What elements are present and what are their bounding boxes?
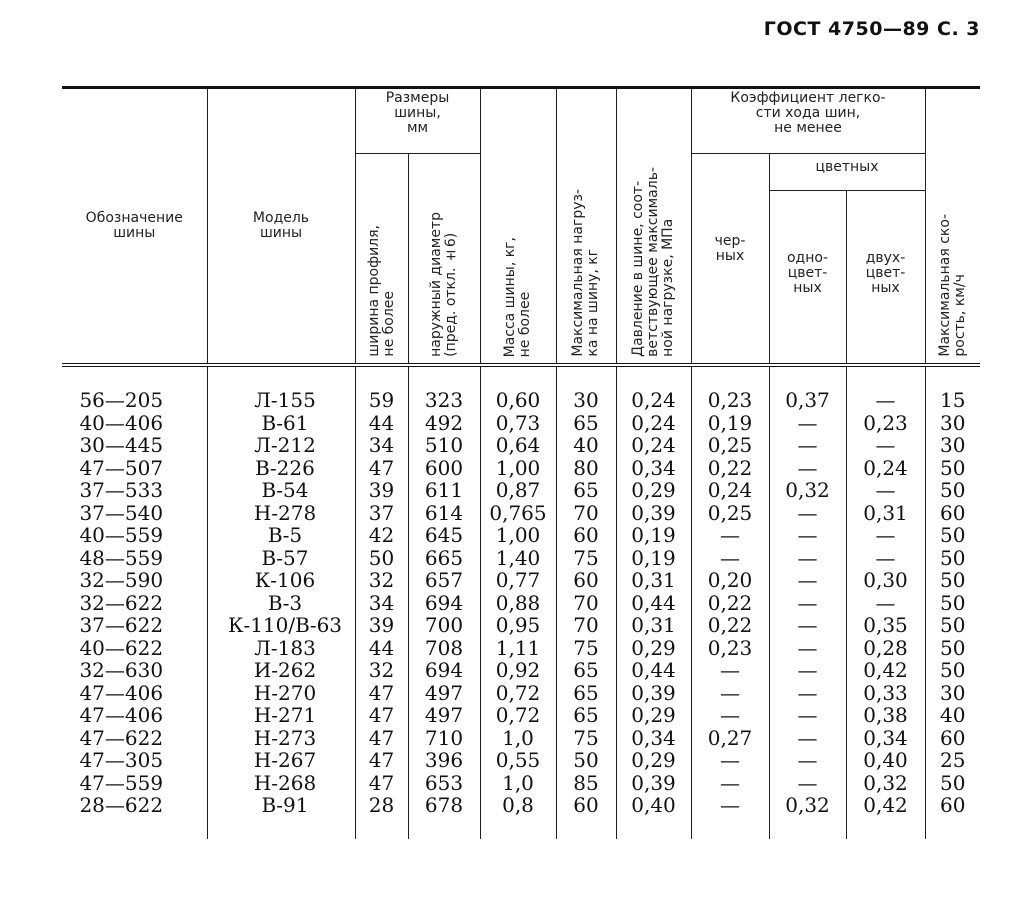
cell-code: 47—507 bbox=[79, 455, 164, 480]
cell-pressure: 0,31 bbox=[616, 614, 691, 637]
cell-diameter: 323 bbox=[408, 365, 480, 412]
cell-mass: 1,00 bbox=[480, 457, 556, 480]
cell-code: 37—622 bbox=[79, 613, 164, 637]
cell-width: 39 bbox=[355, 479, 408, 502]
page-header: ГОСТ 4750—89 С. 3 bbox=[763, 18, 980, 40]
cell-two-color: 0,28 bbox=[846, 637, 925, 660]
cell-speed: 50 bbox=[925, 457, 980, 480]
cell-black: — bbox=[691, 749, 769, 772]
cell-two-color: 0,42 bbox=[846, 794, 925, 839]
cell-speed: 15 bbox=[925, 365, 980, 412]
cell-mass: 0,55 bbox=[480, 749, 556, 772]
cell-width: 44 bbox=[355, 412, 408, 435]
cell-speed: 50 bbox=[925, 547, 980, 570]
cell-speed: 60 bbox=[925, 502, 980, 525]
cell-model: К-106 bbox=[207, 569, 355, 592]
cell-diameter: 678 bbox=[408, 794, 480, 839]
cell-diameter: 694 bbox=[408, 659, 480, 682]
cell-pressure: 0,24 bbox=[616, 434, 691, 457]
cell-model: В-61 bbox=[207, 412, 355, 435]
cell-code: 40—406 bbox=[79, 410, 164, 435]
cell-model: Н-273 bbox=[207, 727, 355, 750]
cell-pressure: 0,29 bbox=[616, 749, 691, 772]
cell-two-color: — bbox=[846, 434, 925, 457]
cell-code: 47—305 bbox=[79, 748, 164, 772]
cell-two-color: 0,42 bbox=[846, 659, 925, 682]
cell-width: 42 bbox=[355, 524, 408, 547]
cell-mass: 0,88 bbox=[480, 592, 556, 615]
cell-two-color: — bbox=[846, 365, 925, 412]
cell-model: В-5 bbox=[207, 524, 355, 547]
cell-mass: 0,92 bbox=[480, 659, 556, 682]
cell-speed: 60 bbox=[925, 727, 980, 750]
cell-diameter: 710 bbox=[408, 727, 480, 750]
cell-pressure: 0,39 bbox=[616, 772, 691, 795]
cell-width: 47 bbox=[355, 704, 408, 727]
cell-mass: 0,8 bbox=[480, 794, 556, 839]
cell-width: 44 bbox=[355, 637, 408, 660]
cell-black: 0,23 bbox=[691, 637, 769, 660]
cell-speed: 50 bbox=[925, 637, 980, 660]
cell-code: 28—622 bbox=[79, 793, 164, 817]
cell-black: — bbox=[691, 682, 769, 705]
header-dimensions: Размеры шины, мм bbox=[355, 88, 480, 154]
cell-single-color: — bbox=[769, 682, 846, 705]
cell-black: 0,23 bbox=[691, 365, 769, 412]
cell-load: 60 bbox=[556, 524, 616, 547]
cell-pressure: 0,44 bbox=[616, 592, 691, 615]
cell-mass: 0,64 bbox=[480, 434, 556, 457]
cell-mass: 0,73 bbox=[480, 412, 556, 435]
cell-single-color: — bbox=[769, 434, 846, 457]
cell-two-color: — bbox=[846, 479, 925, 502]
cell-single-color: — bbox=[769, 772, 846, 795]
cell-model: Л-212 bbox=[207, 434, 355, 457]
cell-two-color: 0,33 bbox=[846, 682, 925, 705]
cell-black: 0,20 bbox=[691, 569, 769, 592]
cell-pressure: 0,19 bbox=[616, 547, 691, 570]
cell-mass: 1,40 bbox=[480, 547, 556, 570]
cell-single-color: 0,37 bbox=[769, 365, 846, 412]
cell-pressure: 0,39 bbox=[616, 682, 691, 705]
table-row bbox=[62, 772, 980, 795]
cell-width: 47 bbox=[355, 772, 408, 795]
cell-black: 0,27 bbox=[691, 727, 769, 750]
cell-diameter: 614 bbox=[408, 502, 480, 525]
header-max-speed: Максимальная ско- рость, км/ч bbox=[925, 88, 980, 366]
cell-speed: 50 bbox=[925, 659, 980, 682]
cell-load: 65 bbox=[556, 412, 616, 435]
cell-model: В-3 bbox=[207, 592, 355, 615]
cell-black: 0,25 bbox=[691, 434, 769, 457]
cell-speed: 30 bbox=[925, 682, 980, 705]
table-row bbox=[62, 412, 980, 435]
cell-diameter: 497 bbox=[408, 704, 480, 727]
cell-load: 70 bbox=[556, 502, 616, 525]
cell-speed: 30 bbox=[925, 434, 980, 457]
table-row bbox=[62, 547, 980, 570]
cell-single-color: — bbox=[769, 524, 846, 547]
cell-black: 0,22 bbox=[691, 592, 769, 615]
cell-model: В-226 bbox=[207, 457, 355, 480]
cell-two-color: 0,31 bbox=[846, 502, 925, 525]
cell-speed: 30 bbox=[925, 412, 980, 435]
cell-load: 70 bbox=[556, 614, 616, 637]
table-row bbox=[62, 637, 980, 660]
cell-pressure: 0,34 bbox=[616, 727, 691, 750]
cell-two-color: 0,30 bbox=[846, 569, 925, 592]
header-colored: цветных bbox=[769, 154, 925, 191]
cell-pressure: 0,34 bbox=[616, 457, 691, 480]
cell-load: 80 bbox=[556, 457, 616, 480]
cell-single-color: — bbox=[769, 659, 846, 682]
cell-load: 40 bbox=[556, 434, 616, 457]
cell-width: 47 bbox=[355, 682, 408, 705]
cell-diameter: 657 bbox=[408, 569, 480, 592]
cell-two-color: — bbox=[846, 592, 925, 615]
cell-black: — bbox=[691, 524, 769, 547]
table-body bbox=[62, 365, 980, 839]
cell-diameter: 396 bbox=[408, 749, 480, 772]
cell-mass: 0,72 bbox=[480, 682, 556, 705]
cell-diameter: 645 bbox=[408, 524, 480, 547]
cell-black: 0,19 bbox=[691, 412, 769, 435]
cell-two-color: 0,32 bbox=[846, 772, 925, 795]
cell-diameter: 600 bbox=[408, 457, 480, 480]
cell-code: 32—590 bbox=[79, 568, 164, 592]
cell-code: 47—559 bbox=[79, 770, 164, 795]
cell-load: 60 bbox=[556, 794, 616, 839]
cell-diameter: 700 bbox=[408, 614, 480, 637]
table-row bbox=[62, 727, 980, 750]
table-row bbox=[62, 749, 980, 772]
cell-diameter: 694 bbox=[408, 592, 480, 615]
cell-single-color: — bbox=[769, 727, 846, 750]
cell-black: — bbox=[691, 772, 769, 795]
table-row bbox=[62, 704, 980, 727]
cell-single-color: — bbox=[769, 704, 846, 727]
cell-black: 0,22 bbox=[691, 614, 769, 637]
cell-two-color: — bbox=[846, 524, 925, 547]
cell-model: Н-268 bbox=[207, 772, 355, 795]
cell-pressure: 0,31 bbox=[616, 569, 691, 592]
cell-code: 48—559 bbox=[79, 545, 164, 570]
cell-mass: 1,11 bbox=[480, 637, 556, 660]
table-row bbox=[62, 659, 980, 682]
cell-code: 37—540 bbox=[79, 500, 164, 525]
cell-code: 47—622 bbox=[79, 725, 164, 750]
cell-pressure: 0,24 bbox=[616, 365, 691, 412]
cell-code: 47—406 bbox=[79, 703, 164, 727]
cell-width: 47 bbox=[355, 749, 408, 772]
cell-code: 47—406 bbox=[79, 680, 164, 705]
cell-two-color: 0,34 bbox=[846, 727, 925, 750]
cell-two-color: 0,40 bbox=[846, 749, 925, 772]
cell-width: 34 bbox=[355, 434, 408, 457]
cell-pressure: 0,40 bbox=[616, 794, 691, 839]
table-row bbox=[62, 524, 980, 547]
cell-diameter: 708 bbox=[408, 637, 480, 660]
header-designation: Обозначение шины bbox=[62, 88, 207, 366]
cell-speed: 50 bbox=[925, 592, 980, 615]
cell-black: 0,22 bbox=[691, 457, 769, 480]
header-black: чер- ных bbox=[691, 154, 769, 366]
cell-load: 70 bbox=[556, 592, 616, 615]
cell-load: 60 bbox=[556, 569, 616, 592]
cell-load: 75 bbox=[556, 547, 616, 570]
cell-model: Н-270 bbox=[207, 682, 355, 705]
cell-speed: 50 bbox=[925, 479, 980, 502]
cell-mass: 1,0 bbox=[480, 727, 556, 750]
cell-load: 65 bbox=[556, 479, 616, 502]
cell-two-color: 0,35 bbox=[846, 614, 925, 637]
table-row bbox=[62, 614, 980, 637]
cell-code: 37—533 bbox=[79, 478, 164, 502]
cell-mass: 0,72 bbox=[480, 704, 556, 727]
cell-load: 85 bbox=[556, 772, 616, 795]
cell-single-color: 0,32 bbox=[769, 479, 846, 502]
cell-mass: 1,0 bbox=[480, 772, 556, 795]
header-two-color: двух- цвет- ных bbox=[846, 191, 925, 366]
cell-model: Н-267 bbox=[207, 749, 355, 772]
cell-mass: 0,77 bbox=[480, 569, 556, 592]
cell-width: 39 bbox=[355, 614, 408, 637]
table-row bbox=[62, 434, 980, 457]
cell-code: 40—622 bbox=[79, 635, 164, 660]
cell-pressure: 0,24 bbox=[616, 412, 691, 435]
cell-speed: 50 bbox=[925, 614, 980, 637]
cell-width: 28 bbox=[355, 794, 408, 839]
cell-load: 30 bbox=[556, 365, 616, 412]
table-row bbox=[62, 592, 980, 615]
cell-mass: 0,60 bbox=[480, 365, 556, 412]
cell-width: 37 bbox=[355, 502, 408, 525]
table-row bbox=[62, 569, 980, 592]
cell-pressure: 0,19 bbox=[616, 524, 691, 547]
cell-model: Л-155 bbox=[207, 365, 355, 412]
header-max-load: Максимальная нагруз- ка на шину, кг bbox=[556, 88, 616, 366]
header-mass: Масса шины, кг, не более bbox=[480, 88, 556, 366]
cell-width: 47 bbox=[355, 457, 408, 480]
cell-speed: 25 bbox=[925, 749, 980, 772]
cell-single-color: — bbox=[769, 614, 846, 637]
cell-model: В-57 bbox=[207, 547, 355, 570]
header-single-color: одно- цвет- ных bbox=[769, 191, 846, 366]
cell-load: 65 bbox=[556, 659, 616, 682]
cell-code: 32—622 bbox=[79, 590, 164, 615]
table-row bbox=[62, 682, 980, 705]
cell-single-color: 0,32 bbox=[769, 794, 846, 839]
cell-code: 40—559 bbox=[79, 523, 164, 547]
cell-model: К-110/В-63 bbox=[207, 614, 355, 637]
cell-speed: 50 bbox=[925, 524, 980, 547]
cell-single-color: — bbox=[769, 502, 846, 525]
cell-width: 34 bbox=[355, 592, 408, 615]
cell-single-color: — bbox=[769, 547, 846, 570]
cell-load: 65 bbox=[556, 682, 616, 705]
cell-pressure: 0,29 bbox=[616, 479, 691, 502]
cell-black: 0,25 bbox=[691, 502, 769, 525]
cell-model: В-91 bbox=[207, 794, 355, 839]
cell-width: 50 bbox=[355, 547, 408, 570]
cell-black: — bbox=[691, 704, 769, 727]
cell-single-color: — bbox=[769, 592, 846, 615]
header-rolling-coeff: Коэффициент легко- сти хода шин, не менее bbox=[691, 88, 925, 154]
table-row bbox=[62, 479, 980, 502]
cell-black: — bbox=[691, 794, 769, 839]
cell-diameter: 510 bbox=[408, 434, 480, 457]
cell-pressure: 0,29 bbox=[616, 637, 691, 660]
tire-specs-table bbox=[62, 86, 980, 839]
table-row bbox=[62, 794, 980, 839]
cell-single-color: — bbox=[769, 637, 846, 660]
cell-diameter: 492 bbox=[408, 412, 480, 435]
cell-width: 32 bbox=[355, 659, 408, 682]
cell-two-color: 0,38 bbox=[846, 704, 925, 727]
cell-code: 32—630 bbox=[79, 658, 164, 682]
cell-width: 32 bbox=[355, 569, 408, 592]
cell-model: Н-278 bbox=[207, 502, 355, 525]
header-model: Модель шины bbox=[207, 88, 355, 366]
cell-model: Н-271 bbox=[207, 704, 355, 727]
header-pressure: Давление в шине, соот- ветствующее максималь- ной нагрузке, МПа bbox=[616, 88, 691, 366]
cell-single-color: — bbox=[769, 749, 846, 772]
cell-two-color: — bbox=[846, 547, 925, 570]
cell-mass: 1,00 bbox=[480, 524, 556, 547]
cell-model: В-54 bbox=[207, 479, 355, 502]
table-row bbox=[62, 457, 980, 480]
cell-mass: 0,95 bbox=[480, 614, 556, 637]
cell-diameter: 665 bbox=[408, 547, 480, 570]
cell-model: И-262 bbox=[207, 659, 355, 682]
cell-width: 47 bbox=[355, 727, 408, 750]
cell-mass: 0,87 bbox=[480, 479, 556, 502]
cell-pressure: 0,44 bbox=[616, 659, 691, 682]
cell-mass: 0,765 bbox=[480, 502, 556, 525]
cell-speed: 50 bbox=[925, 772, 980, 795]
cell-load: 75 bbox=[556, 637, 616, 660]
cell-code: 56—205 bbox=[79, 388, 164, 412]
cell-load: 65 bbox=[556, 704, 616, 727]
cell-black: — bbox=[691, 659, 769, 682]
cell-diameter: 653 bbox=[408, 772, 480, 795]
cell-load: 50 bbox=[556, 749, 616, 772]
cell-diameter: 611 bbox=[408, 479, 480, 502]
cell-two-color: 0,24 bbox=[846, 457, 925, 480]
cell-width: 59 bbox=[355, 365, 408, 412]
cell-speed: 40 bbox=[925, 704, 980, 727]
cell-pressure: 0,39 bbox=[616, 502, 691, 525]
cell-single-color: — bbox=[769, 457, 846, 480]
header-profile-width: ширина профиля, не более bbox=[355, 154, 408, 366]
cell-load: 75 bbox=[556, 727, 616, 750]
cell-single-color: — bbox=[769, 569, 846, 592]
header-outer-diameter: наружный диаметр (пред. откл. ±6) bbox=[408, 154, 480, 366]
cell-code: 30—445 bbox=[79, 433, 164, 457]
cell-pressure: 0,29 bbox=[616, 704, 691, 727]
cell-speed: 50 bbox=[925, 569, 980, 592]
table-row bbox=[62, 365, 980, 412]
cell-black: — bbox=[691, 547, 769, 570]
cell-speed: 60 bbox=[925, 794, 980, 839]
cell-black: 0,24 bbox=[691, 479, 769, 502]
cell-single-color: — bbox=[769, 412, 846, 435]
cell-model: Л-183 bbox=[207, 637, 355, 660]
table-row bbox=[62, 502, 980, 525]
cell-two-color: 0,23 bbox=[846, 412, 925, 435]
cell-diameter: 497 bbox=[408, 682, 480, 705]
